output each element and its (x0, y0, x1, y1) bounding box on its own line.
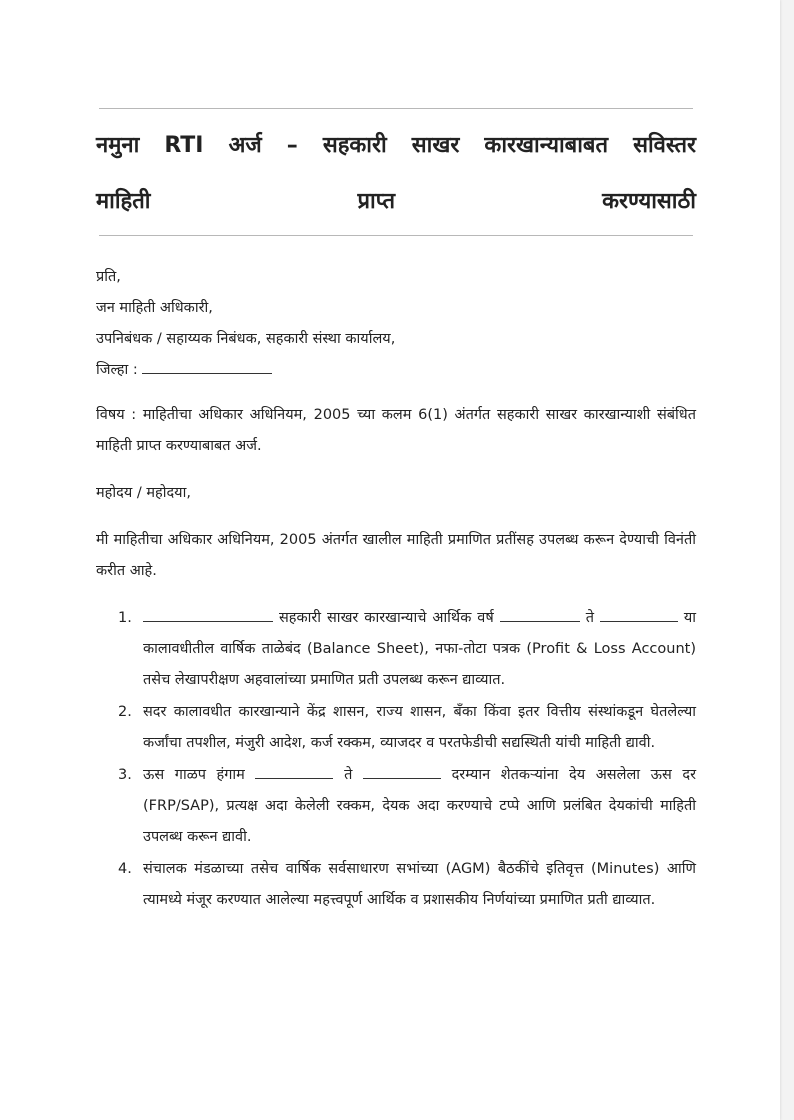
address-district (96, 355, 696, 386)
factory-name-blank (143, 608, 273, 622)
address-office: उपनिबंधक / सहाय्यक निबंधक, सहकारी संस्था कार्यालय, (96, 331, 396, 347)
letter-body (96, 262, 696, 917)
item-text: दरम्यान शेतकऱ्यांना देय असलेला ऊस दर (FRP/SAP), प्रत्यक्ष अदा केलेली रक्कम, देयक अदा करण्याचे टप्पे आणि प्रलंबित देयकांची माहिती उपलब्ध करून द्यावी. (143, 767, 697, 845)
item-text: ऊस गाळप हंगाम (143, 767, 245, 783)
title-line-2: माहिती प्राप्त करण्यासाठी (96, 189, 696, 214)
item-text: ते (344, 767, 353, 783)
district-label: जिल्हा : (96, 362, 138, 378)
salutation: महोदय / महोदया, (96, 485, 191, 501)
bottom-divider (99, 235, 693, 236)
address-to: प्रति, (96, 269, 121, 285)
list-item (96, 854, 696, 916)
item-number: 2. (118, 704, 132, 720)
document-title (96, 118, 696, 230)
item-text: ते (585, 610, 594, 626)
request-list (96, 603, 696, 916)
item-number: 4. (118, 861, 132, 877)
item-number: 3. (118, 767, 132, 783)
list-item (96, 697, 696, 759)
address-officer: जन माहिती अधिकारी, (96, 300, 213, 316)
season-to-blank (363, 765, 441, 779)
year-to-blank (600, 608, 678, 622)
item-text: सदर कालावधीत कारखान्याने केंद्र शासन, राज्य शासन, बँका किंवा इतर वित्तीय संस्थांकडून घेतलेल्या कर्जांचा तपशील, मंजुरी आदेश, कर्ज रक्कम, व्याजदर व परतफेडीची सद्यस्थिती यांची माहिती द्यावी. (143, 704, 696, 751)
item-text: संचालक मंडळाच्या तसेच वार्षिक सर्वसाधारण सभांच्या (AGM) बैठकींचे इतिवृत्त (Minutes) आणि त्यामध्ये मंजूर करण्यात आलेल्या महत्त्वपूर्ण आर्थिक व प्रशासकीय निर्णयांच्या प्रमाणित प्रती द्याव्यात. (143, 861, 696, 908)
district-blank (142, 360, 272, 374)
season-from-blank (255, 765, 333, 779)
list-item (96, 603, 696, 696)
item-number: 1. (118, 610, 132, 626)
title-line-1: नमुना RTI अर्ज – सहकारी साखर कारखान्याबाबत सविस्तर (96, 133, 696, 158)
intro-paragraph: मी माहितीचा अधिकार अधिनियम, 2005 अंतर्गत खालील माहिती प्रमाणित प्रतींसह उपलब्ध करून देण्याची विनंती करीत आहे. (96, 532, 696, 579)
list-item (96, 760, 696, 853)
top-divider (99, 108, 693, 109)
item-text: सहकारी साखर कारखान्याचे आर्थिक वर्ष (278, 610, 494, 626)
subject-line: विषय : माहितीचा अधिकार अधिनियम, 2005 च्या कलम 6(1) अंतर्गत सहकारी साखर कारखान्याशी संबंधित माहिती प्राप्त करण्याबाबत अर्ज. (96, 407, 696, 454)
year-from-blank (500, 608, 580, 622)
recipient-address (96, 262, 696, 386)
item-text: या कालावधीतील वार्षिक ताळेबंद (Balance Sheet), नफा-तोटा पत्रक (Profit & Loss Account) तसेच लेखापरीक्षण अहवालांच्या प्रमाणित प्रती उपलब्ध करून द्याव्यात. (143, 610, 697, 688)
